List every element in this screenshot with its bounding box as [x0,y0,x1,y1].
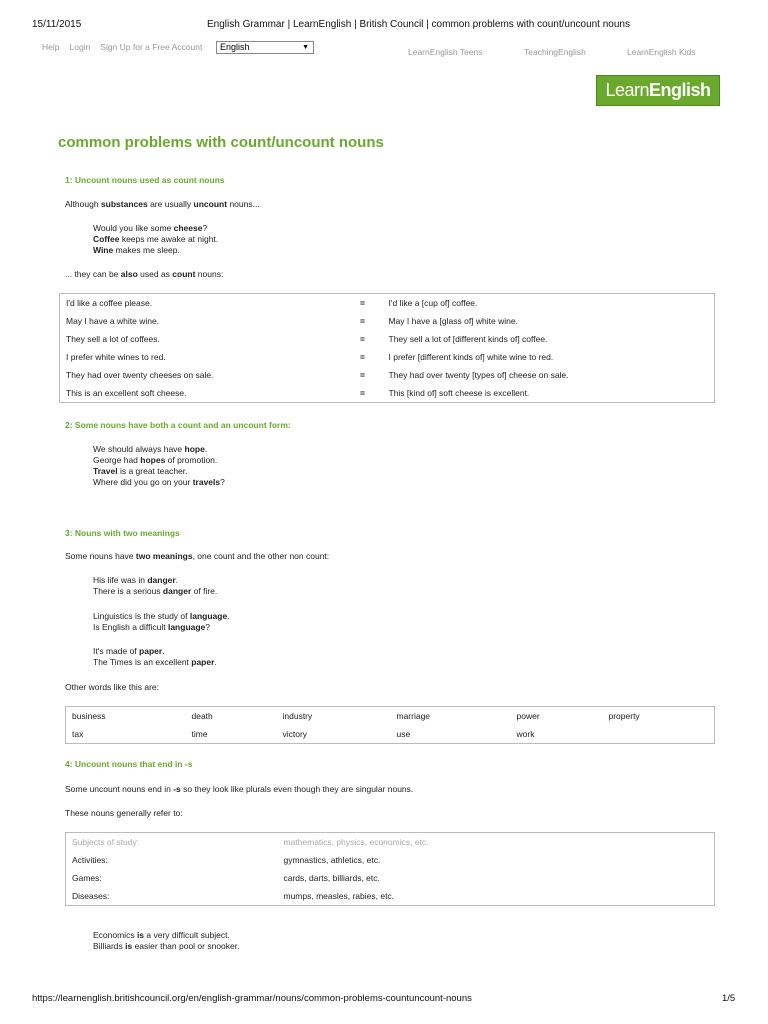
equals-sign: = [360,370,365,380]
row-left-cell: They sell a lot of coffees. [66,334,160,344]
row-left-cell: I prefer white wines to red. [66,352,166,362]
category-label: Subjects of study: [72,837,140,847]
language-selected: English [220,42,250,52]
category-value: cards, darts, billiards, etc. [283,873,380,883]
row-right-cell: They sell a lot of [different kinds of] coffee. [388,334,548,344]
row-left-cell: I'd like a coffee please. [66,298,153,308]
word-cell: business [72,711,106,721]
row-right-cell: They had over twenty [types of] cheese on sale. [388,370,569,380]
row-right-cell: I prefer [different kinds of] white wine to red. [388,352,554,362]
section-1-outro: ... they can be also used as count nouns: [65,269,224,279]
example-line: George had hopes of promotion. [93,455,218,465]
equals-sign: = [360,298,365,308]
chevron-down-icon: ▼ [302,44,309,51]
table-row [60,366,715,384]
word-cell: power [516,711,540,721]
category-value: mumps, measles, rabies, etc. [283,891,395,901]
table-row [66,851,715,869]
help-link[interactable]: Help [42,42,60,52]
table-row [60,312,715,330]
table-row [60,294,715,313]
print-date: 15/11/2015 [32,19,82,30]
section-3-group-3 [93,646,217,668]
row-right-cell: I'd like a [cup of] coffee. [388,298,478,308]
section-1-heading: 1: Uncount nouns used as count nouns [65,175,225,185]
table-row [66,725,715,744]
word-cell: death [191,711,213,721]
uncount-s-table [65,832,715,906]
signup-link[interactable]: Sign Up for a Free Account [100,42,203,52]
example-line: There is a serious danger of fire. [93,586,218,596]
equals-sign: = [360,388,365,398]
section-4-heading: 4: Uncount nouns that end in -s [65,759,193,769]
example-line: Wine makes me sleep. [93,245,180,255]
footer-url: https://learnenglish.britishcouncil.org/en/english-grammar/nouns/common-problems-countuncount-nouns [32,993,472,1004]
row-left-cell: This is an excellent soft cheese. [66,388,187,398]
table-row [60,348,715,366]
example-line: Is English a difficult language? [93,622,211,632]
words-table [65,706,715,744]
row-right-cell: This [kind of] soft cheese is excellent. [388,388,530,398]
section-3-intro: Some nouns have two meanings, one count and the other non count: [65,551,330,561]
word-cell: victory [282,729,308,739]
word-cell: time [191,729,208,739]
equals-sign: = [360,334,365,344]
section-4-intro: Some uncount nouns end in -s so they look like plurals even though they are singular nouns. [65,784,414,794]
table-row [66,833,715,852]
section-1-intro: Although substances are usually uncount nouns... [65,199,260,209]
category-label: Diseases: [72,891,110,901]
word-cell: use [396,729,411,739]
table-row [66,869,715,887]
equals-sign: = [360,352,365,362]
equals-sign: = [360,316,365,326]
row-right-cell: May I have a [glass of] white wine. [388,316,518,326]
example-line: Would you like some cheese? [93,223,208,233]
example-line: It's made of paper. [93,646,165,656]
login-link[interactable]: Login [69,42,91,52]
section-3-heading: 3: Nouns with two meanings [65,528,180,538]
category-value: mathematics, physics, economics, etc. [283,837,429,847]
learnenglish-logo[interactable] [596,75,720,106]
word-cell: work [516,729,535,739]
link-learnenglish-teens[interactable]: LearnEnglish Teens [408,47,483,57]
category-label: Games: [72,873,102,883]
word-cell: tax [72,729,84,739]
link-teachingenglish[interactable]: TeachingEnglish [524,47,586,57]
section-1-examples [93,223,218,256]
example-line: The Times is an excellent paper. [93,657,217,667]
logo-text-english: English [649,80,711,100]
word-cell [603,725,715,744]
table-row [60,384,715,403]
section-2-heading: 2: Some nouns have both a count and an uncount form: [65,420,291,430]
example-line: Travel is a great teacher. [93,466,188,476]
row-left-cell: May I have a white wine. [66,316,160,326]
example-line: Where did you go on your travels? [93,477,225,487]
print-page-title: English Grammar | LearnEnglish | British Council | common problems with count/uncount nouns [207,19,630,30]
language-select[interactable] [216,41,314,54]
top-nav [42,42,202,52]
section-4-intro-2: These nouns generally refer to: [65,808,183,818]
section-3-group-1 [93,575,217,597]
example-line: His life was in danger. [93,575,179,585]
example-line: Coffee keeps me awake at night. [93,234,219,244]
logo-text-learn: Learn [605,80,650,100]
page-title: common problems with count/uncount nouns [58,134,384,151]
section-3-outro: Other words like this are: [65,682,160,692]
category-value: gymnastics, athletics, etc. [283,855,381,865]
category-label: Activities: [72,855,108,865]
table-row [66,887,715,906]
section-2-examples [93,444,225,488]
example-line: Billiards is easier than pool or snooker. [93,941,240,951]
example-line: Linguistics is the study of language. [93,611,230,621]
word-cell: industry [282,711,313,721]
count-uncount-table [59,293,715,403]
table-row [60,330,715,348]
section-3-group-2 [93,611,230,633]
row-left-cell: They had over twenty cheeses on sale. [66,370,214,380]
link-learnenglish-kids[interactable]: LearnEnglish Kids [627,47,696,57]
example-line: Economics is a very difficult subject. [93,930,230,940]
word-cell: marriage [396,711,431,721]
example-line: We should always have hope. [93,444,208,454]
table-row [66,707,715,726]
word-cell: property [608,711,640,721]
section-4-examples [93,930,239,952]
footer-page-number: 1/5 [722,993,736,1004]
